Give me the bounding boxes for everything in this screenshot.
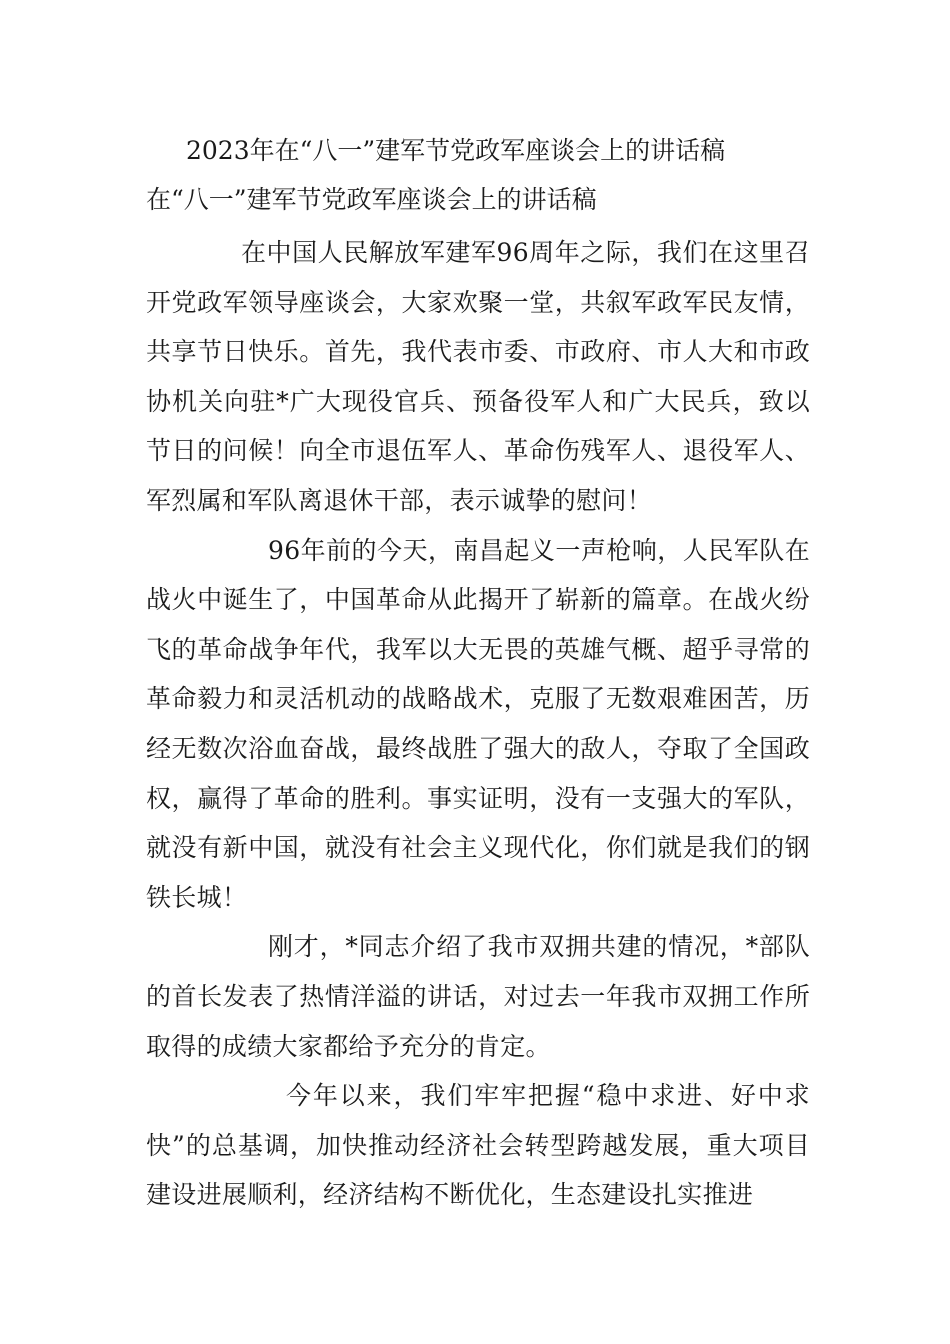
paragraph-2: 96年前的今天，南昌起义一声枪响，人民军队在战火中诞生了，中国革命从此揭开了崭新的篇章。在战火纷飞的革命战争年代，我军以大无畏的英雄气概、超乎寻常的革命毅力和灵活机动的战略战术，克服了无数艰难困苦，历经无数次浴血奋战，最终战胜了强大的敌人，夺取了全国政权，赢得了革命的胜利。事实证明，没有一支强大的军队，就没有新中国，就没有社会主义现代化，你们就是我们的钢铁长城！ xyxy=(146,535,810,912)
paragraph-1: 在中国人民解放军建军96周年之际，我们在这里召开党政军领导座谈会，大家欢聚一堂，共叙军政军民友情，共享节日快乐。首先，我代表市委、市政府、市人大和市政协机关向驻*广大现役官兵、预备役军人和广大民兵，致以节日的问候！向全市退伍军人、革命伤残军人、退役军人、军烈属和军队离退休干部，表示诚挚的慰问！ xyxy=(146,238,810,515)
document-subtitle: 在“八一”建军节党政军座谈会上的讲话稿 xyxy=(146,185,597,214)
paragraph-4: 今年以来，我们牢牢把握“稳中求进、好中求快”的总基调，加快推动经济社会转型跨越发展，重大项目建设进展顺利，经济结构不断优化，生态建设扎实推进 xyxy=(146,1081,810,1210)
paragraph-3: 刚才，*同志介绍了我市双拥共建的情况，*部队的首长发表了热情洋溢的讲话，对过去一年我市双拥工作所取得的成绩大家都给予充分的肯定。 xyxy=(146,932,810,1061)
document-body xyxy=(146,228,810,1220)
document-title: 2023年在“八一”建军节党政军座谈会上的讲话稿 xyxy=(186,136,726,165)
